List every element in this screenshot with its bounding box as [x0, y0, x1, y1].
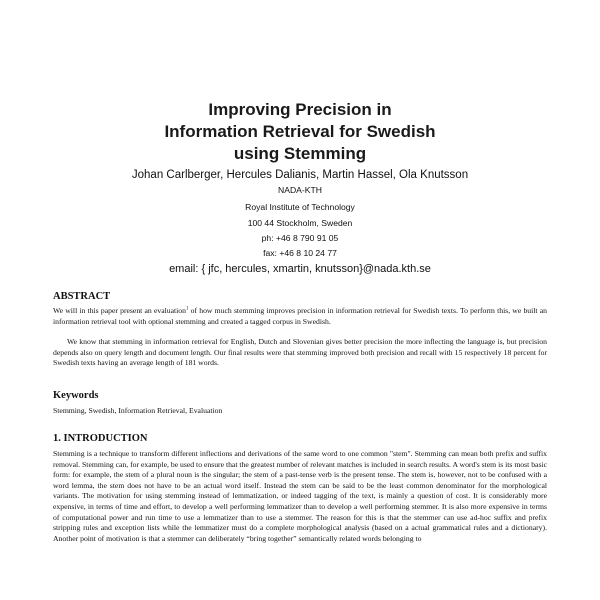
- footnote-marker: 1: [185, 306, 189, 312]
- title-line-3: using Stemming: [233, 144, 367, 163]
- affiliation-fax: fax: +46 8 10 24 77: [263, 248, 337, 258]
- introduction-paragraph: Stemming is a technique to transform different inflections and derivations of the same word to one common "stem". Stemming can mean both prefix and suffix removal. Stemming can, for example, be used to ensure that the greatest number of relevant matches is included in search results. A word's stem is its most basic form: for example, the stem of a plural noun is the singular; the stem of a past-tense verb is the present tense. The stem is, however, not to be confused with a word lemma, the stem does not have to be an actual word itself. Instead the stem can be said to be the least common denominator for the morphological variants. The motivation for using stemming instead of lemmatization, or indeed tagging of the text, is mainly a question of cost. It is considerably more expensive, in terms of time and effort, to develop a well performing lemmatizer than to develop a well performing stemmer. It is also more expensive in terms of computational power and run time to use a lemmatizer than to use a stemmer. The reason for this is that the stemmer can use ad-hoc suffix and prefix stripping rules and exception lists while the lemmatizer must do a complete morphological analysis (based on a actual grammatical rules and a dictionary). Another point of motivation is that a stemmer can deliberately “bring together” semantically related words belonging to: [53, 449, 547, 543]
- affiliation-address: 100 44 Stockholm, Sweden: [247, 218, 353, 228]
- abstract-p1-after: of how much stemming improves precision in information retrieval for Swedish texts. To perform this, we built an information retrieval tool with optional stemming and created a tagged corpus in Swedish.: [53, 306, 547, 326]
- abstract-p1-before: We will in this paper present an evaluation: [53, 306, 186, 315]
- abstract-paragraph-2: We know that stemming in information retrieval for English, Dutch and Slovenian gives better precision the more inflecting the language is, but precision depends also on query length and document length. Our final results were that stemming improved both precision and recall with 15 respectively 18 percent for Swedish texts having an average length of 181 words.: [53, 337, 547, 368]
- affiliation-institute: Royal Institute of Technology: [245, 202, 355, 212]
- affiliation-dept: NADA-KTH: [278, 185, 322, 195]
- author-list: Johan Carlberger, Hercules Dalianis, Martin Hassel, Ola Knutsson: [131, 169, 469, 181]
- title-line-1: Improving Precision in: [208, 100, 392, 119]
- title-line-2: Information Retrieval for Swedish: [164, 122, 436, 141]
- keywords-heading: Keywords: [53, 390, 99, 401]
- abstract-heading: ABSTRACT: [53, 291, 111, 302]
- keywords-text: Stemming, Swedish, Information Retrieval, Evaluation: [53, 406, 223, 415]
- abstract-paragraph-1: [53, 306, 547, 327]
- affiliation-phone: ph: +46 8 790 91 05: [261, 233, 339, 243]
- contact-email: email: { jfc, hercules, xmartin, knutsson}@nada.kth.se: [169, 263, 431, 275]
- introduction-heading: 1. INTRODUCTION: [53, 433, 148, 444]
